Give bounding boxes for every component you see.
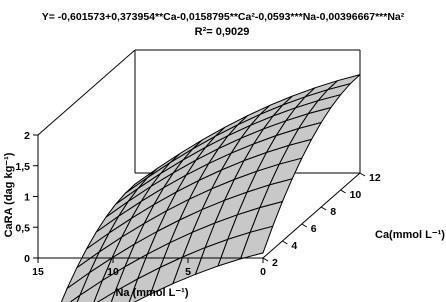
y-tick-label: 8 xyxy=(330,206,337,218)
x-tick-label: 5 xyxy=(185,266,191,278)
y-tick-mark xyxy=(321,207,326,210)
x-axis-label: Na (mmol L⁻¹) xyxy=(115,287,189,299)
z-tick-label: 0,5 xyxy=(15,222,30,235)
y-tick-mark xyxy=(341,190,346,193)
chart-r-squared: R²= 0,9029 xyxy=(194,26,250,38)
z-tick-label: 1 xyxy=(24,191,30,204)
y-tick-mark xyxy=(360,173,365,176)
y-tick-label: 2 xyxy=(272,257,278,269)
y-tick-label: 10 xyxy=(349,189,362,201)
z-tick-label: 0 xyxy=(24,253,30,265)
x-tick-label: 0 xyxy=(260,266,266,278)
z-tick-label: 2 xyxy=(24,130,30,142)
z-axis-ticks xyxy=(15,130,38,265)
chart-equation: Y= -0,601573+0,373954**Ca-0,0158795**Ca²-0,0593***Na-0,00396667***Na² xyxy=(41,11,405,23)
y-tick-label: 6 xyxy=(310,223,317,235)
y-tick-label: 12 xyxy=(369,172,381,184)
x-tick-label: 15 xyxy=(32,266,44,278)
x-tick-label: 10 xyxy=(107,266,119,278)
response-surface xyxy=(38,75,360,302)
y-tick-mark xyxy=(302,224,307,227)
z-axis-label: CaRA (dag kg⁻¹) xyxy=(3,152,15,238)
z-tick-label: 1,5 xyxy=(15,160,30,173)
y-tick-label: 4 xyxy=(291,240,298,252)
y-axis-label: Ca(mmol L⁻¹) xyxy=(375,229,445,241)
back-left-top-edge xyxy=(38,50,135,135)
y-tick-mark xyxy=(282,241,287,244)
y-tick-mark xyxy=(263,258,268,261)
